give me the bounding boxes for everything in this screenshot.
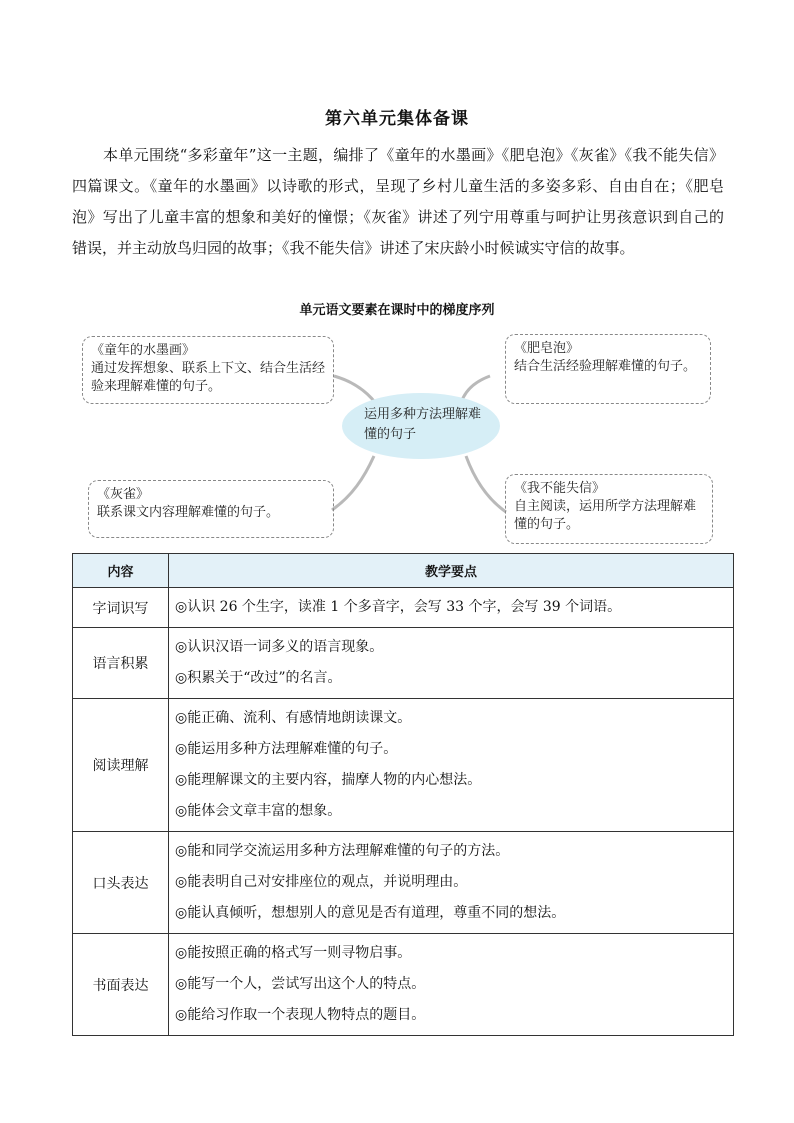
header-content: 内容 [73, 554, 169, 588]
point-item: ◎能表明自己对安排座位的观点，并说明理由。 [175, 874, 468, 890]
point-item: ◎积累关于“改过”的名言。 [175, 670, 342, 686]
box-title: 《我不能失信》 [514, 481, 606, 496]
table-header-row [73, 554, 734, 588]
connector-bottom-left [332, 456, 374, 510]
box-title: 《灰雀》 [97, 487, 150, 502]
row-points [169, 832, 734, 934]
mindmap-center: 运用多种方法理解难懂的句子 [342, 393, 500, 459]
box-title: 《肥皂泡》 [514, 341, 580, 356]
point-item: ◎能给习作取一个表现人物特点的题目。 [175, 1007, 426, 1023]
row-points [169, 934, 734, 1036]
row-category: 阅读理解 [73, 699, 169, 832]
box-title: 《童年的水墨画》 [91, 343, 196, 358]
point-item: ◎认识汉语一词多义的语言现象。 [175, 639, 384, 655]
row-points [169, 699, 734, 832]
table-row [73, 588, 734, 628]
point-item: ◎认识 26 个生字，读准 1 个多音字，会写 33 个字，会写 39 个词语。 [175, 599, 622, 615]
mindmap-box-wobunengshixin [505, 474, 713, 544]
page-title: 第六单元集体备课 [325, 109, 469, 129]
point-item: ◎能写一个人，尝试写出这个人的特点。 [175, 976, 426, 992]
row-category: 字词识写 [73, 588, 169, 628]
mindmap-title: 单元语文要素在课时中的梯度序列 [299, 303, 495, 318]
row-points [169, 628, 734, 699]
teaching-points-table [72, 553, 734, 1036]
box-text: 结合生活经验理解难懂的句子。 [514, 359, 697, 374]
mindmap-box-tongnian [82, 336, 334, 404]
point-item: ◎能理解课文的主要内容，揣摩人物的内心想法。 [175, 772, 482, 788]
row-category: 语言积累 [73, 628, 169, 699]
point-item: ◎能正确、流利、有感情地朗读课文。 [175, 710, 412, 726]
intro-paragraph: 本单元围绕“多彩童年”这一主题，编排了《童年的水墨画》《肥皂泡》《灰雀》《我不能失信》四篇课文。《童年的水墨画》以诗歌的形式，呈现了乡村儿童生活的多姿多彩、自由自在；《肥皂泡》写出了儿童丰富的想象和美好的憧憬；《灰雀》讲述了列宁用尊重与呵护让男孩意识到自己的错误，并主动放鸟归园的故事；《我不能失信》讲述了宋庆龄小时候诚实守信的故事。 [72, 146, 724, 257]
mindmap-box-feizaopao [505, 334, 711, 404]
connector-bottom-right [466, 456, 506, 512]
point-item: ◎能按照正确的格式写一则寻物启事。 [175, 945, 412, 961]
row-points [169, 588, 734, 628]
table-row [73, 699, 734, 832]
point-item: ◎能和同学交流运用多种方法理解难懂的句子的方法。 [175, 843, 510, 859]
table-row [73, 934, 734, 1036]
point-item: ◎能体会文章丰富的想象。 [175, 803, 342, 819]
point-item: ◎能运用多种方法理解难懂的句子。 [175, 741, 398, 757]
table-row [73, 832, 734, 934]
mindmap-box-huique [88, 480, 334, 538]
box-text: 自主阅读，运用所学方法理解难懂的句子。 [514, 499, 697, 532]
row-category: 书面表达 [73, 934, 169, 1036]
row-category: 口头表达 [73, 832, 169, 934]
header-points: 教学要点 [169, 554, 734, 588]
table-row [73, 628, 734, 699]
point-item: ◎能认真倾听，想想别人的意见是否有道理，尊重不同的想法。 [175, 905, 566, 921]
box-text: 联系课文内容理解难懂的句子。 [97, 505, 280, 520]
box-text: 通过发挥想象、联系上下文、结合生活经验来理解难懂的句子。 [91, 361, 326, 394]
